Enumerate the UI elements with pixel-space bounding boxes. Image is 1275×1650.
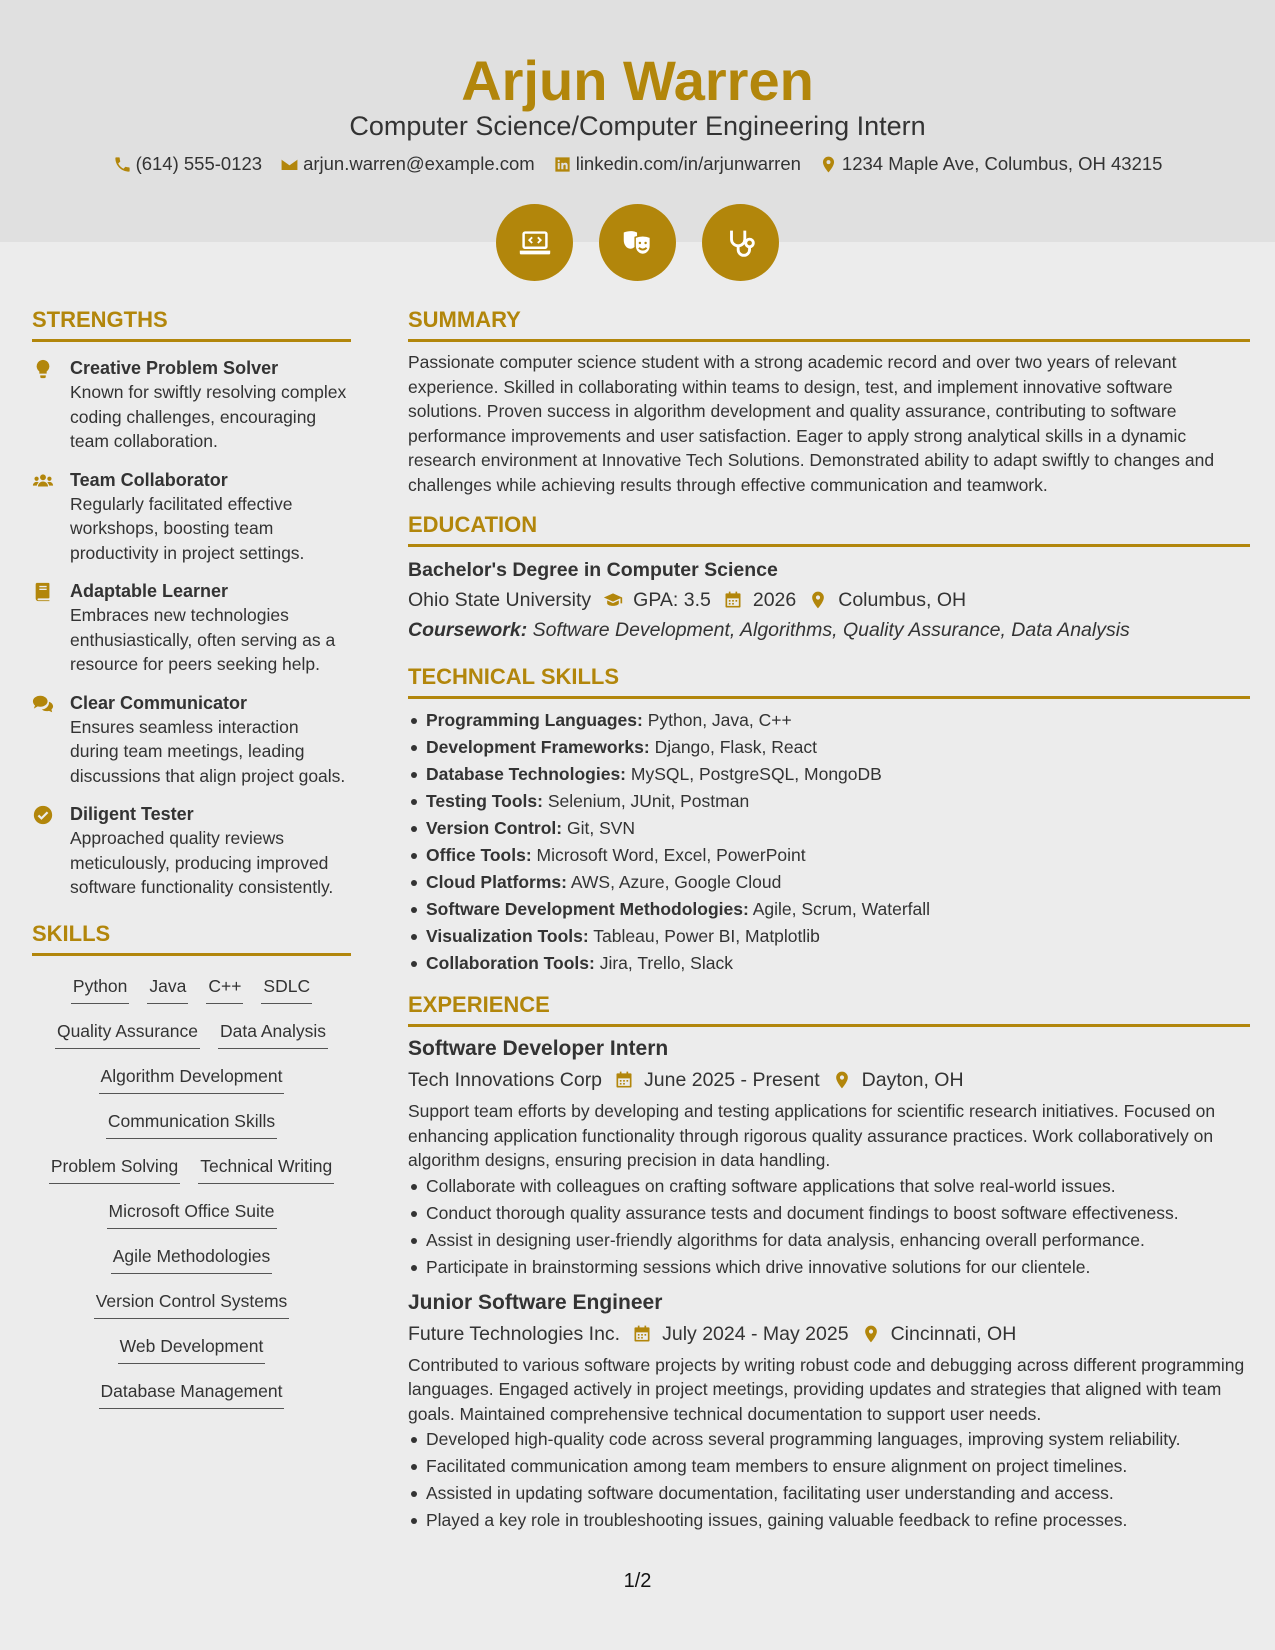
- technical-skill-item: [408, 761, 1250, 788]
- coursework: [408, 615, 1250, 645]
- strength-item: [32, 691, 351, 789]
- envelope-icon: [280, 155, 299, 174]
- technical-skill-label: Testing Tools:: [426, 791, 543, 811]
- strength-desc: Known for swiftly resolving complex coding challenges, encouraging team collaboration.: [70, 382, 347, 451]
- check-circle-icon: [32, 804, 54, 826]
- stethoscope-icon: [722, 224, 760, 262]
- comments-icon: [32, 693, 54, 715]
- strength-title: Team Collaborator: [70, 469, 228, 490]
- laptop-code-badge: [496, 204, 573, 281]
- technical-skill-value: Jira, Trello, Slack: [599, 953, 733, 973]
- technical-skill-label: Collaboration Tools:: [426, 953, 595, 973]
- job-description: Support team efforts by developing and testing applications for scientific research initiatives. Focused on enhancing application functionality through rigorous quality assurance practices. Work collaboratively on algorithm designs, ensuring precision in data handling.: [408, 1101, 1216, 1170]
- map-pin-icon: [819, 155, 838, 174]
- skill-tag: Problem Solving: [49, 1154, 180, 1184]
- strength-item: [32, 356, 351, 454]
- coursework-list: Software Development, Algorithms, Quality Assurance, Data Analysis: [532, 619, 1130, 641]
- strength-desc: Embraces new technologies enthusiastically, often serving as a resource for peers seeking help.: [70, 605, 336, 674]
- technical-skill-value: Django, Flask, React: [654, 737, 817, 757]
- technical-skill-value: Selenium, JUnit, Postman: [547, 791, 750, 811]
- experience-bullet: Facilitated communication among team members to ensure alignment on project timelines.: [408, 1453, 1250, 1480]
- contact-email[interactable]: [280, 151, 535, 177]
- experience-bullet: Conduct thorough quality assurance tests and document findings to boost software effectiveness.: [408, 1200, 1250, 1227]
- contact-address: [819, 151, 1163, 177]
- candidate-name: Arjun Warren: [461, 49, 814, 112]
- skill-row: [32, 1154, 351, 1199]
- technical-skill-value: Microsoft Word, Excel, PowerPoint: [536, 845, 806, 865]
- company-name: Future Technologies Inc.: [408, 1322, 621, 1345]
- skill-tag: Communication Skills: [106, 1109, 277, 1139]
- page-number: 1/2: [623, 1570, 652, 1592]
- job-description: Contributed to various software projects by writing robust code and debugging across different programming languages. Engaged actively in project meetings, providing updates and strategies that aligned with team goals. Maintained comprehensive technical documentation to support user needs.: [408, 1354, 1245, 1424]
- experience-bullet: Participate in brainstorming sessions which drive innovative solutions for our clientele.: [408, 1254, 1250, 1281]
- contact-email-text: arjun.warren@example.com: [303, 153, 535, 174]
- laptop-code-icon: [516, 224, 554, 262]
- strength-title: Adaptable Learner: [70, 581, 229, 601]
- skill-row: [32, 1199, 351, 1244]
- experience-bullet: Developed high-quality code across several programming languages, improving system reliability.: [408, 1426, 1250, 1453]
- experience-bullet: Assisted in updating software documentation, facilitating user understanding and access.: [408, 1480, 1250, 1507]
- lightbulb-icon: [32, 358, 54, 380]
- technical-skill-item: [408, 734, 1250, 761]
- phone-icon: [113, 155, 132, 174]
- skill-tag: Web Development: [118, 1334, 266, 1364]
- job-dates: July 2024 - May 2025: [662, 1322, 849, 1345]
- strength-title: Clear Communicator: [70, 692, 248, 713]
- strength-item: [32, 579, 351, 677]
- education-location: Columbus, OH: [838, 589, 967, 611]
- skill-tag: Technical Writing: [198, 1154, 334, 1184]
- left-column: [32, 306, 351, 1424]
- skill-row: [32, 1244, 351, 1289]
- skill-tag: Data Analysis: [218, 1019, 328, 1049]
- skill-tag: C++: [206, 974, 243, 1004]
- skill-tag: Version Control Systems: [94, 1289, 290, 1319]
- technical-skill-item: [408, 923, 1250, 950]
- technical-skill-label: Version Control:: [426, 818, 563, 838]
- coursework-label: Coursework:: [408, 619, 528, 641]
- job-title: Software Developer Intern: [408, 1037, 669, 1060]
- job-meta: [408, 1065, 1250, 1095]
- experience-entry: [408, 1035, 1250, 1281]
- skill-row: [32, 1064, 351, 1109]
- skill-row: [32, 1379, 351, 1424]
- technical-skill-value: Tableau, Power BI, Matplotlib: [593, 926, 820, 946]
- map-pin-icon: [861, 1324, 881, 1344]
- calendar-icon: [614, 1070, 634, 1090]
- book-icon: [32, 581, 54, 603]
- strength-desc: Ensures seamless interaction during team meetings, leading discussions that align project goals.: [70, 716, 346, 786]
- contact-phone[interactable]: [113, 151, 263, 177]
- stethoscope-badge: [702, 204, 779, 281]
- technical-skill-item: [408, 950, 1250, 977]
- skill-row: [32, 1334, 351, 1379]
- job-location: Dayton, OH: [861, 1069, 964, 1091]
- experience-bullet: Assist in designing user-friendly algorithms for data analysis, enhancing overall performance.: [408, 1227, 1250, 1254]
- skill-tag: Agile Methodologies: [111, 1244, 273, 1274]
- job-meta: [408, 1319, 1250, 1349]
- map-pin-icon: [808, 590, 828, 610]
- graduation-cap-icon: [603, 590, 623, 610]
- skill-tag: Microsoft Office Suite: [107, 1199, 277, 1229]
- summary-text: Passionate computer science student with a strong academic record and over two years of relevant experience. Skilled in collaborating within teams to design, test, and implement innovative software solutions. Proven success in algorithm development and quality assurance, contributing to software performance improvements and user satisfaction. Eager to apply strong analytical skills in a dynamic research environment at Innovative Tech Solutions. Demonstrated ability to adapt swiftly to changes and challenges while achieving results through effective communication and teamwork.: [408, 352, 1215, 495]
- experience-list: [408, 1035, 1250, 1534]
- technical-skill-label: Visualization Tools:: [426, 926, 589, 946]
- technical-skill-label: Programming Languages:: [426, 710, 643, 730]
- technical-skill-item: [408, 842, 1250, 869]
- job-title: Junior Software Engineer: [408, 1290, 663, 1314]
- theater-masks-badge: [599, 204, 676, 281]
- technical-skill-label: Development Frameworks:: [426, 737, 650, 757]
- company-name: Tech Innovations Corp: [408, 1069, 603, 1091]
- gpa: GPA: 3.5: [633, 589, 711, 611]
- experience-entry: [408, 1289, 1250, 1535]
- technical-skills-heading: TECHNICAL SKILLS: [408, 663, 1250, 699]
- graduation-year: 2026: [752, 589, 797, 611]
- summary-heading: SUMMARY: [408, 306, 1250, 342]
- right-column: [408, 306, 1250, 1534]
- technical-skill-label: Office Tools:: [426, 845, 532, 865]
- skill-row: [32, 1019, 351, 1064]
- contact-phone-text: (614) 555-0123: [135, 153, 263, 174]
- skill-tag: Java: [147, 974, 188, 1004]
- users-icon: [32, 470, 54, 492]
- experience-bullet: Collaborate with colleagues on crafting software applications that solve real-world issues.: [408, 1173, 1250, 1200]
- skill-tag: Python: [71, 974, 129, 1004]
- strength-item: [32, 468, 351, 566]
- degree-title: Bachelor's Degree in Computer Science: [408, 559, 778, 581]
- experience-bullet: Played a key role in troubleshooting issues, gaining valuable feedback to refine processes.: [408, 1507, 1250, 1534]
- contact-linkedin[interactable]: [553, 151, 801, 177]
- skill-tag: SDLC: [261, 974, 312, 1004]
- skill-row: [32, 1109, 351, 1154]
- candidate-role: Computer Science/Computer Engineering Intern: [349, 111, 926, 141]
- map-pin-icon: [832, 1070, 852, 1090]
- education-heading: EDUCATION: [408, 511, 1250, 547]
- contact-address-text: 1234 Maple Ave, Columbus, OH 43215: [841, 153, 1163, 174]
- technical-skill-label: Database Technologies:: [426, 764, 627, 784]
- strength-title: Diligent Tester: [70, 804, 194, 824]
- technical-skill-value: Git, SVN: [567, 818, 636, 838]
- technical-skill-item: [408, 815, 1250, 842]
- strengths-heading: STRENGTHS: [32, 306, 351, 342]
- education-meta: [408, 585, 1250, 615]
- experience-heading: EXPERIENCE: [408, 991, 1250, 1027]
- calendar-icon: [632, 1324, 652, 1344]
- strength-item: [32, 802, 351, 900]
- technical-skill-item: [408, 896, 1250, 923]
- technical-skill-label: Software Development Methodologies:: [426, 899, 749, 919]
- technical-skill-value: MySQL, PostgreSQL, MongoDB: [630, 764, 882, 784]
- skills-heading: SKILLS: [32, 920, 351, 956]
- school-name: Ohio State University: [408, 589, 592, 611]
- technical-skill-value: AWS, Azure, Google Cloud: [570, 872, 782, 892]
- skill-row: [32, 1289, 351, 1334]
- skills-list: [32, 974, 351, 1424]
- job-dates: June 2025 - Present: [644, 1069, 820, 1091]
- technical-skills-list: [408, 707, 1250, 977]
- technical-skill-label: Cloud Platforms:: [426, 872, 567, 892]
- job-location: Cincinnati, OH: [890, 1322, 1017, 1345]
- technical-skill-item: [408, 707, 1250, 734]
- strength-title: Creative Problem Solver: [70, 358, 279, 378]
- strength-desc: Regularly facilitated effective workshops, boosting team productivity in project settings.: [70, 493, 305, 563]
- job-bullets: [408, 1173, 1250, 1281]
- technical-skill-value: Python, Java, C++: [647, 710, 792, 730]
- contact-bar: [0, 151, 1275, 177]
- calendar-icon: [723, 590, 743, 610]
- job-bullets: [408, 1426, 1250, 1534]
- interest-badges: [0, 204, 1275, 281]
- skill-tag: Algorithm Development: [99, 1064, 285, 1094]
- skill-tag: Quality Assurance: [55, 1019, 200, 1049]
- linkedin-icon: [553, 155, 572, 174]
- technical-skill-item: [408, 869, 1250, 896]
- contact-linkedin-text: linkedin.com/in/arjunwarren: [575, 153, 801, 174]
- technical-skill-value: Agile, Scrum, Waterfall: [752, 899, 931, 919]
- skill-row: [32, 974, 351, 1019]
- skill-tag: Database Management: [99, 1379, 285, 1409]
- masks-theater-icon: [619, 224, 657, 262]
- technical-skill-item: [408, 788, 1250, 815]
- strength-desc: Approached quality reviews meticulously, producing improved software functionality consistently.: [70, 828, 334, 897]
